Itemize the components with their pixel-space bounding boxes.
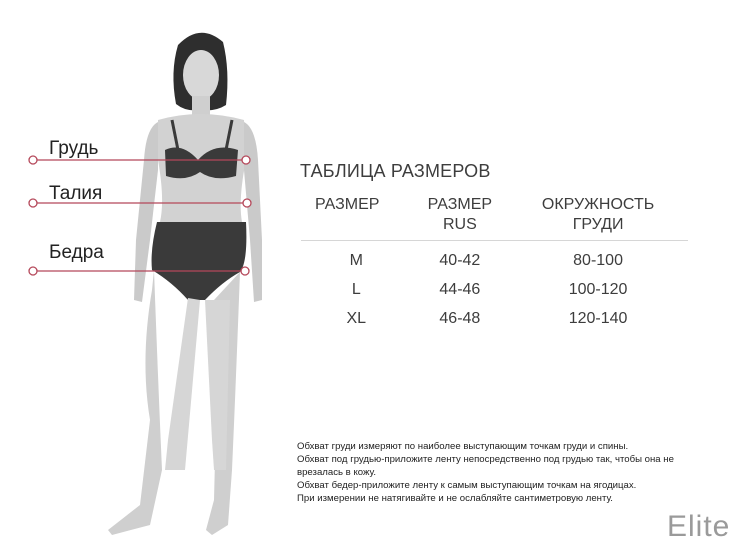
header-size-rus: РАЗМЕР RUS bbox=[412, 195, 509, 241]
size-table-title: ТАБЛИЦА РАЗМЕРОВ bbox=[300, 161, 491, 181]
size-table bbox=[301, 195, 688, 333]
cell-chest: 100-120 bbox=[568, 280, 628, 298]
note-hips: Обхват бедер-приложите ленту к самым выступающим точкам на ягодицах. bbox=[297, 480, 637, 491]
cell-size: XL bbox=[346, 309, 367, 327]
note-tape: При измерении не натягивайте и не ослабляйте сантиметровую ленту. bbox=[297, 493, 613, 504]
note-underbust: Обхват под грудью-приложите ленту непосредственно под грудью так, чтобы она не врезалась в кожу. bbox=[297, 454, 674, 478]
cell-size: M bbox=[349, 251, 363, 269]
cell-size: L bbox=[351, 280, 361, 298]
table-row bbox=[301, 275, 688, 304]
note-chest: Обхват груди измеряют по наиболее выступающим точкам груди и спины. bbox=[297, 441, 629, 452]
cell-chest: 80-100 bbox=[573, 251, 623, 269]
header-size: РАЗМЕР bbox=[301, 195, 412, 241]
table-row bbox=[301, 241, 688, 276]
cell-chest: 120-140 bbox=[568, 309, 628, 327]
model-figure bbox=[0, 0, 300, 554]
measurement-notes bbox=[297, 440, 722, 505]
size-table-header-row bbox=[301, 195, 688, 241]
chest-label: Грудь bbox=[49, 138, 99, 159]
cell-size-rus: 40-42 bbox=[439, 251, 481, 269]
header-chest-circumference: ОКРУЖНОСТЬ ГРУДИ bbox=[508, 195, 688, 241]
model-silhouette bbox=[108, 33, 262, 535]
cell-size-rus: 44-46 bbox=[439, 280, 481, 298]
brand-logo: Elite bbox=[667, 510, 731, 543]
hips-label: Бедра bbox=[49, 242, 104, 263]
cell-size-rus: 46-48 bbox=[439, 309, 481, 327]
waist-label: Талия bbox=[49, 183, 103, 204]
table-row bbox=[301, 304, 688, 333]
